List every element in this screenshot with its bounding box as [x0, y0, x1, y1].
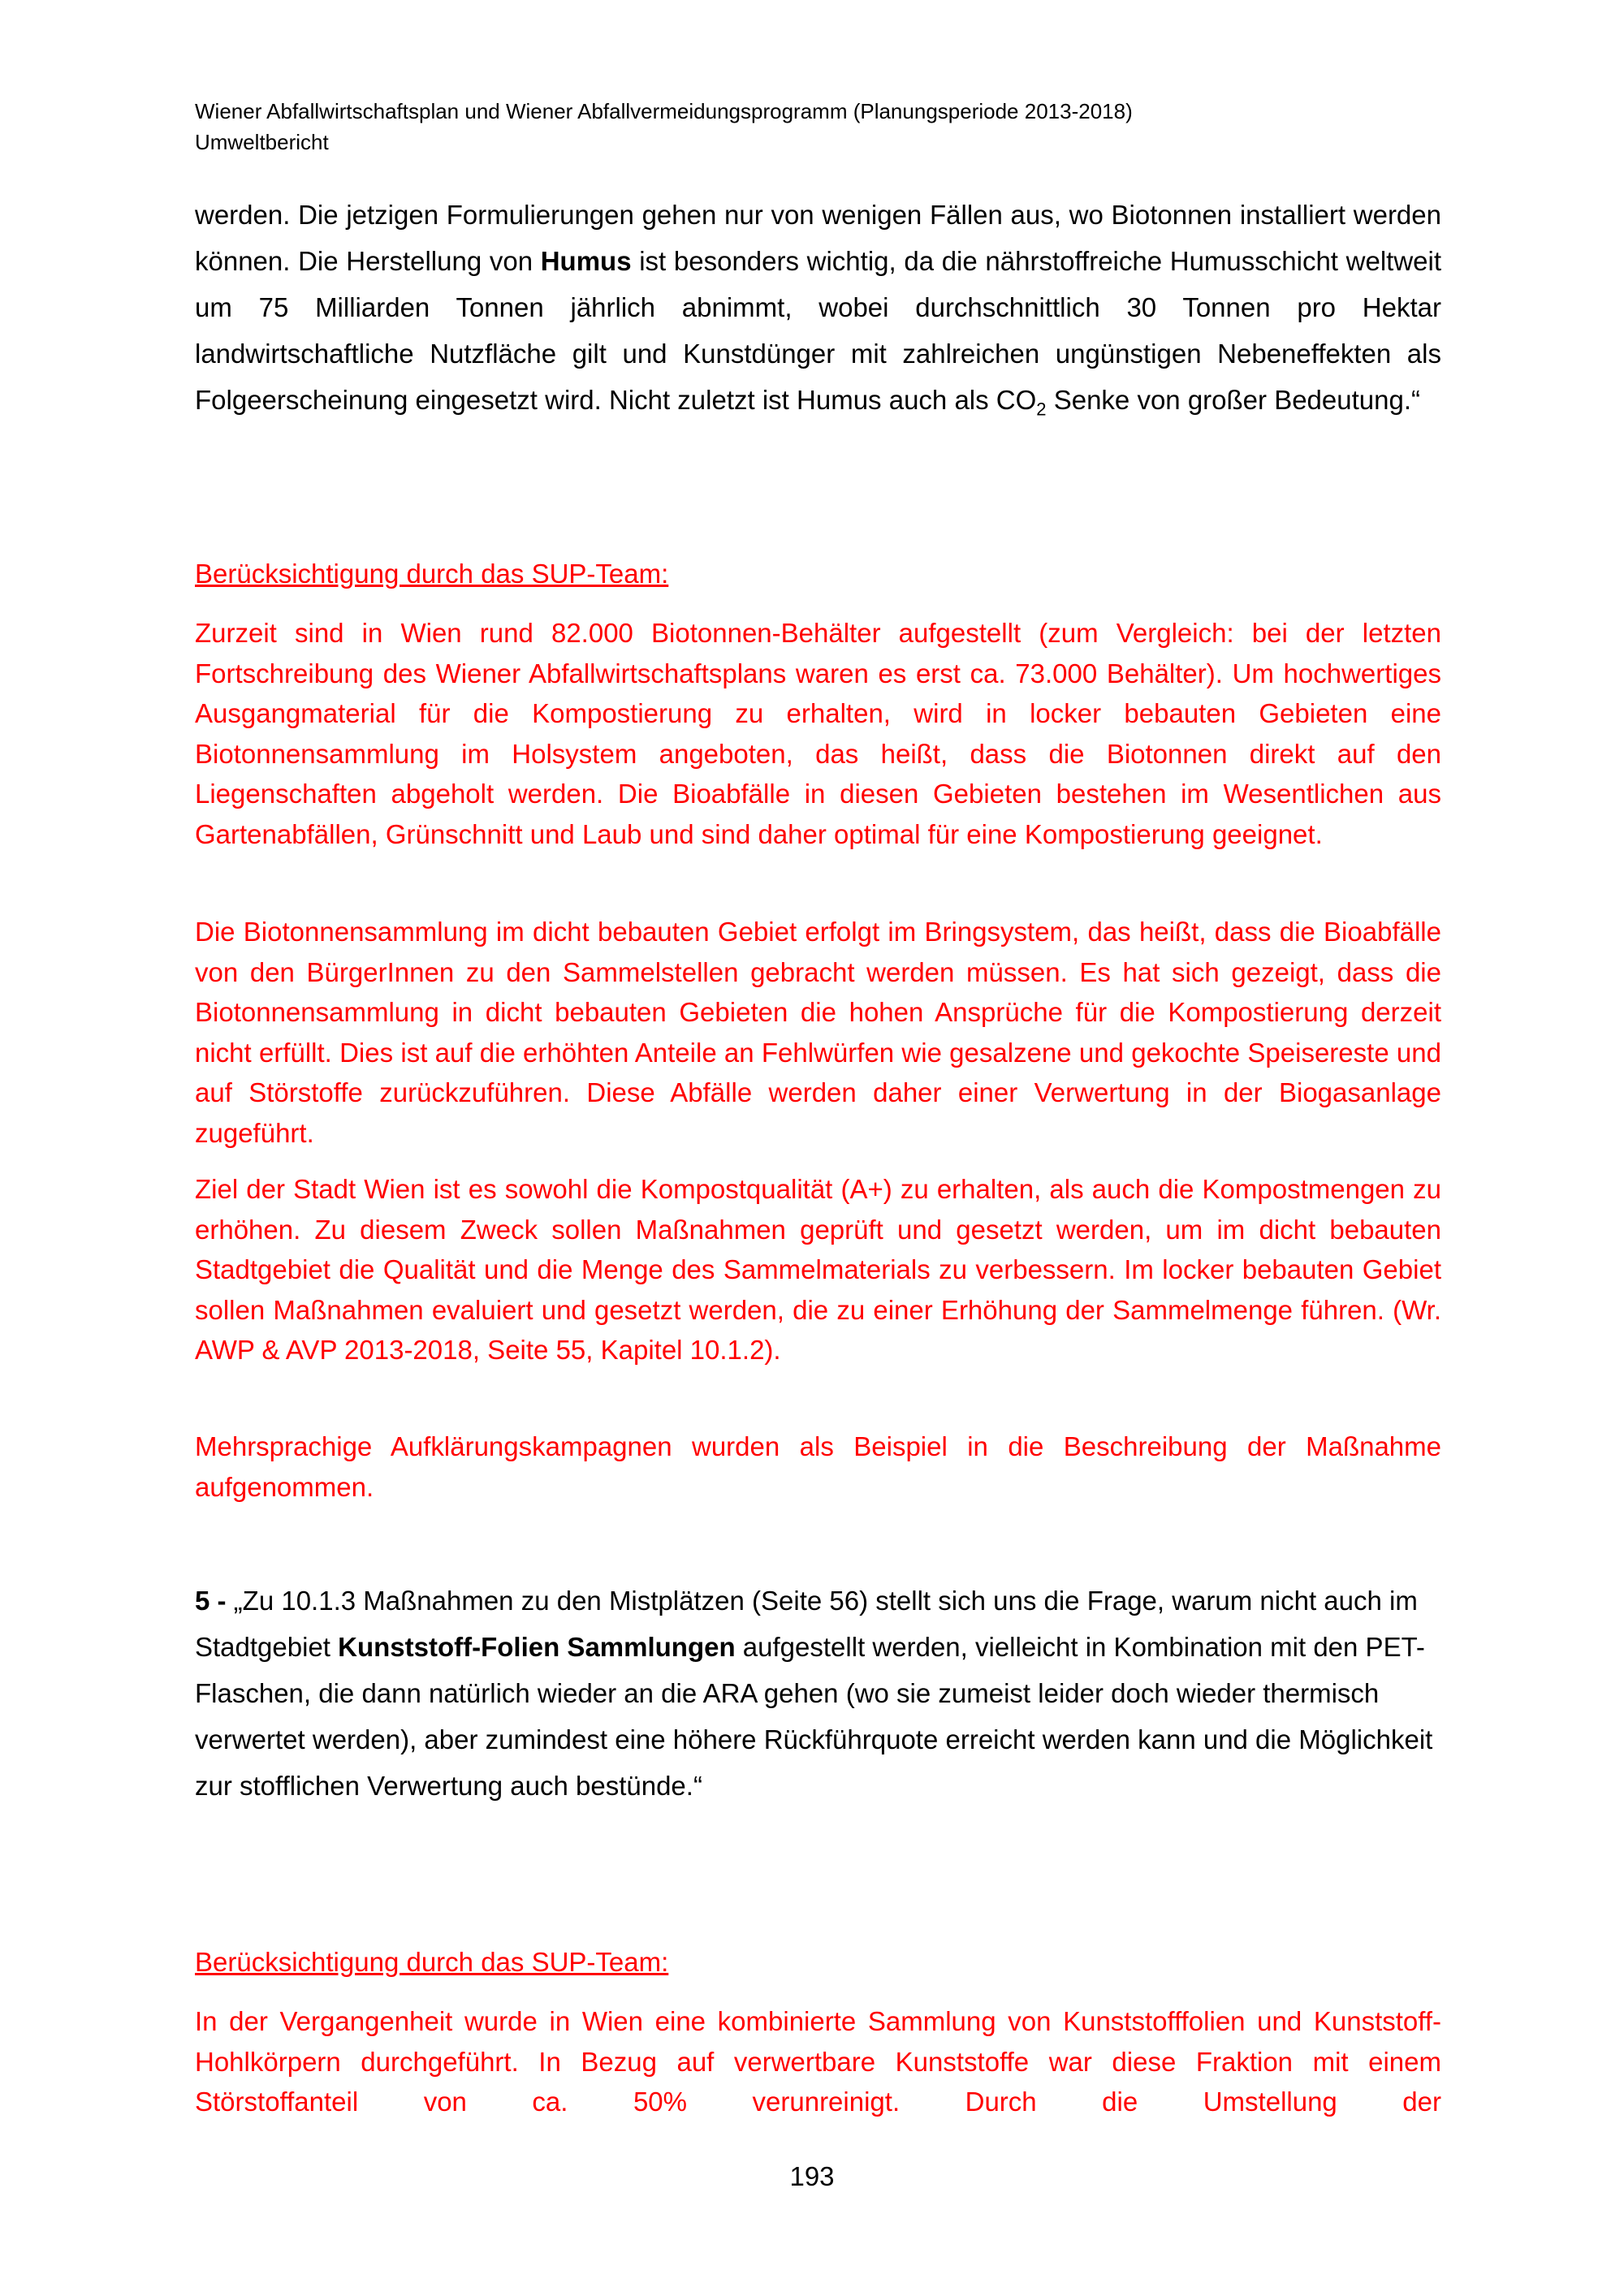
header-subtitle: Umweltbericht	[195, 130, 329, 154]
response-paragraph: Die Biotonnensammlung im dicht bebauten Gebiet erfolgt im Bringsystem, das heißt, dass die Bioabfälle von den BürgerInnen zu den Sammelstellen gebracht werden müssen. Es hat sich gezeigt, dass die Biotonnensammlung in dicht bebauten Gebieten die hohen Ansprüche für die Kompostierung derzeit nicht erfüllt. Dies ist auf die erhöhten Anteile an Fehlwürfen wie gesalzene und gekochte Speisereste und auf Störstoffe zurückzuführen. Diese Abfälle werden daher einer Verwertung in der Biogasanlage zugeführt.	[195, 917, 1441, 1148]
section-heading: Berücksichtigung durch das SUP-Team:	[195, 1947, 669, 1977]
response-paragraph: Zurzeit sind in Wien rund 82.000 Biotonnen-Behälter aufgestellt (zum Vergleich: bei der letzten Fortschreibung des Wiener Abfallwirtschaftsplans waren es erst ca. 73.000 Behälter). Um hochwertiges Ausgangmaterial für die Kompostierung zu erhalten, wird in locker bebauten Gebieten eine Biotonnensammlung im Holsystem angeboten, das heißt, dass die Biotonnen direkt auf den Liegenschaften abgeholt werden. Die Bioabfälle in diesen Gebieten bestehen im Wesentlichen aus Gartenabfällen, Grünschnitt und Laub und sind daher optimal für eine Kompostierung geeignet.	[195, 618, 1441, 849]
text: aufgestellt werden, vielleicht in Kombination mit den PET-Flaschen, die dann natürlich wieder an die ARA gehen (wo sie zumeist leider doch wieder thermisch verwertet werden), aber zumindest eine höhere Rückführquote erreicht werden kann und die Möglichkeit zur stofflichen Verwertung auch bestünde.“	[195, 1632, 1433, 1801]
response-paragraph: In der Vergangenheit wurde in Wien eine kombinierte Sammlung von Kunststofffolien und Kunststoff-Hohlkörpern durchgeführt. In Bezug auf verwertbare Kunststoffe war diese Fraktion mit einem Störstoffanteil von ca. 50% verunreinigt. Durch die Umstellung der	[195, 2006, 1441, 2117]
page-number: 193	[789, 2161, 835, 2191]
response-paragraph: Mehrsprachige Aufklärungskampagnen wurden als Beispiel in die Beschreibung der Maßnahme aufgenommen.	[195, 1431, 1441, 1502]
header-title: Wiener Abfallwirtschaftsplan und Wiener Abfallvermeidungsprogramm (Planungsperiode 2013-2018)	[195, 99, 1133, 123]
bold-term: Kunststoff-Folien Sammlungen	[338, 1632, 736, 1662]
page-header	[195, 96, 1441, 158]
text: ist besonders wichtig, da die nährstoffreiche Humusschicht weltweit um 75 Milliarden Tonnen jährlich abnimmt, wobei durchschnittlich 30 Tonnen pro Hektar landwirtschaftliche Nutzfläche gilt und Kunstdünger mit zahlreichen ungünstigen Nebeneffekten als Folgeerscheinung eingesetzt wird. Nicht zuletzt ist Humus auch als CO	[195, 246, 1442, 415]
bold-term: Humus	[540, 246, 632, 276]
quote-paragraph-item-5	[195, 1577, 1441, 1809]
text: werden. Die jetzigen Formulierungen gehen nur von wenigen Fällen aus, wo Biotonnen installiert werden können. Die Herstellung von	[195, 200, 1441, 276]
subscript: 2	[1036, 399, 1047, 420]
section-heading: Berücksichtigung durch das SUP-Team:	[195, 559, 669, 589]
quote-paragraph-humus	[195, 192, 1441, 433]
item-number: 5 -	[195, 1586, 227, 1616]
response-paragraph: Ziel der Stadt Wien ist es sowohl die Kompostqualität (A+) zu erhalten, als auch die Kompostmengen zu erhöhen. Zu diesem Zweck sollen Maßnahmen geprüft und gesetzt werden, um im dicht bebauten Stadtgebiet die Qualität und die Menge des Sammelmaterials zu verbessern. Im locker bebauten Gebiet sollen Maßnahmen evaluiert und gesetzt werden, die zu einer Erhöhung der Sammelmenge führen. (Wr. AWP & AVP 2013-2018, Seite 55, Kapitel 10.1.2).	[195, 1174, 1441, 1366]
text: „Zu 10.1.3 Maßnahmen zu den Mistplätzen (Seite 56) stellt sich uns die Frage, warum nicht auch im Stadtgebiet	[195, 1586, 1418, 1662]
text: Senke von großer Bedeutung.“	[1046, 385, 1420, 415]
